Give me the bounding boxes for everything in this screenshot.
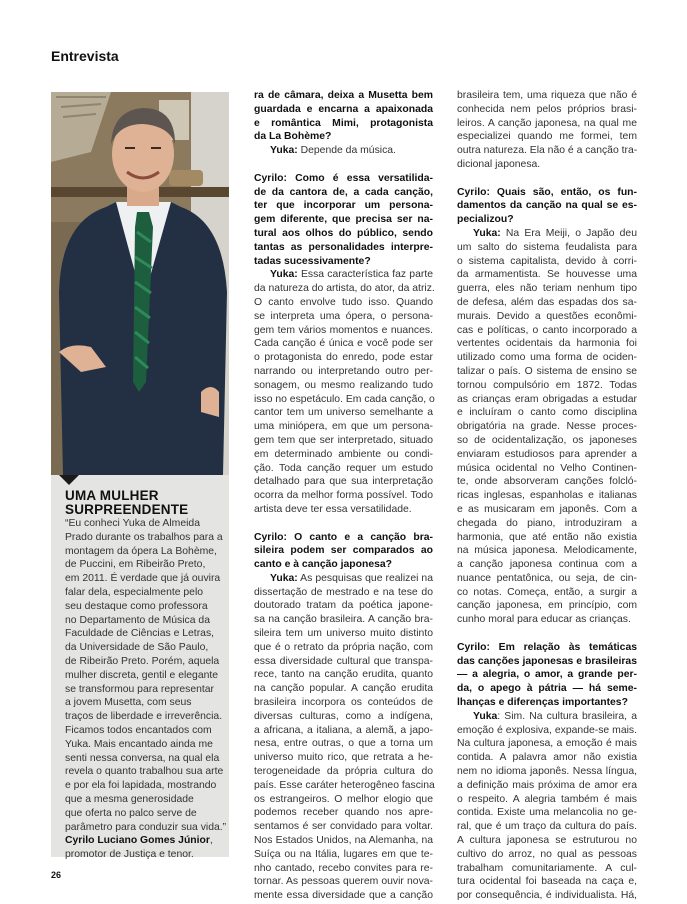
body-line: Nos Estados Unidos, na Alemanha, na <box>254 835 433 847</box>
body-line: brasileira tem, uma riqueza que não é <box>457 90 637 101</box>
body-line: ral, que é um traço da cultura do país. <box>457 821 637 833</box>
body-line: co notas. Começa, então, a surgir a <box>457 586 637 598</box>
answer-line <box>457 710 637 724</box>
body-line: obrigatória na grade. Nesse proces- <box>457 421 637 433</box>
body-line: os estrangeiros. O melhor elogio que <box>254 793 433 805</box>
sidebar-quote-line: Yuka. Mais encantado ainda me <box>65 738 213 750</box>
answer-line <box>254 144 433 158</box>
question-line: tadas sucessivamente? <box>254 255 371 267</box>
body-line: conhecida nem pelos próprios brasi- <box>457 103 637 115</box>
body-line: artista deve ter essa versatilidade. <box>254 503 412 515</box>
speaker-label: Yuka: <box>270 269 298 281</box>
body-line: O canto envolve tudo isso. Quando <box>254 296 433 308</box>
body-line: tura ocidental foi baseada na caça e, <box>457 876 637 888</box>
body-line: chegada do piano, introduziram a <box>457 517 637 529</box>
body-line: harmonia, que até então não existia <box>457 531 637 543</box>
question-line: da, o apego à pátria — há seme- <box>457 683 637 695</box>
body-line: de defesa, além das espadas dos sa- <box>457 296 637 308</box>
body-line: um salto do sistema feudalista para <box>457 241 637 253</box>
answer-text: : Sim. Na cultura brasileira, a <box>497 710 637 722</box>
body-line: A cultura japonesa se estruturou no <box>457 835 637 847</box>
body-line: música ocidental no Velho Continen- <box>457 462 637 474</box>
sidebar-quote-line: traços de liberdade e irreverência. <box>65 711 223 723</box>
sidebar-quote-line: no Departamento de Música da <box>65 614 210 626</box>
body-line: essa diversidade cultural que transpa- <box>254 655 433 667</box>
body-line: Cada canção é única e você pode ser <box>254 338 433 350</box>
sidebar-box <box>51 475 229 861</box>
speaker-label: Yuka <box>473 710 498 722</box>
body-line: rece, tanto na canção erudita, quanto <box>254 669 433 681</box>
sidebar-quote-line: Prado durante os trabalhos para a <box>65 531 223 543</box>
sidebar-quote-line: senti nessa conversa, na qual ela <box>65 752 220 764</box>
body-line: sa na canção brasileira. A canção bra- <box>254 614 433 626</box>
body-line: terogeneidade da própria cultura do <box>254 766 433 778</box>
body-line: na canção popular. A canção erudita <box>254 683 433 695</box>
sidebar-quote-line: seu destaque como professora <box>65 600 208 612</box>
question-line: — a alegria, o amor, a grande per- <box>457 669 637 681</box>
body-line: por consequência, é individualista. Há, <box>457 890 637 902</box>
body-line: e as musicaram em japonês. Com a <box>457 503 637 515</box>
sidebar-quote-line: revela o quanto trabalhou sua arte <box>65 766 224 778</box>
sidebar-quote-line: falar dela, especialmente pelo <box>65 586 204 598</box>
body-line: cultivo do arroz, no qual as pessoas <box>457 848 637 860</box>
body-line: cunho moral para educar as crianças. <box>457 614 631 626</box>
body-line: doutorado tratam da poética japone- <box>254 600 433 612</box>
notch-marker <box>59 475 79 485</box>
body-line: enviaram estudiosos para aprender a <box>457 448 637 460</box>
body-line: nesa, entre outras, o que a torna um <box>254 738 433 750</box>
body-line: te, onde absorveram canções folcló- <box>457 476 637 488</box>
body-line: da natureza do artista, do ator, da atriz. <box>254 283 435 295</box>
speaker-label: Yuka: <box>270 572 298 584</box>
body-line: detalhado para que sua interpretação <box>254 476 433 488</box>
sidebar-quote-line: de Puccini, em Ribeirão Preto, <box>65 559 206 571</box>
question-line: das canções japonesas e brasileiras <box>457 655 637 667</box>
answer-line <box>457 227 637 241</box>
sidebar-quote-line: Faculdade de Ciências e Letras, <box>65 628 215 640</box>
sidebar-signature <box>65 834 227 848</box>
signature-comma: , <box>209 835 213 847</box>
body-line: ocorra da melhor forma possível. Todo <box>254 490 433 502</box>
question-line: Cyrilo: Como é essa versatilida- <box>254 172 433 184</box>
sidebar-quote-line: de Ribeirão Preto. Porém, aquela <box>65 655 220 667</box>
section-label: Entrevista <box>51 48 119 64</box>
sidebar-quote-line: em 2011. É verdade que já ouvira <box>65 573 221 585</box>
sidebar-quote-line: se transformou para representar <box>65 683 215 695</box>
question-line: guardada e encarna a apaixonada <box>254 103 433 115</box>
body-line: dicional japonesa. <box>457 158 541 170</box>
body-line: Suíça ou na Itália, lugares em que te- <box>254 848 433 860</box>
question-line: gem diferente, que precisa ser na- <box>254 214 433 226</box>
body-line: so de ocidentalização, os japoneses <box>457 434 637 446</box>
answer-line <box>254 268 433 282</box>
signature-name: Cyrilo Luciano Gomes Júnior <box>65 835 210 847</box>
sidebar-quote <box>65 517 227 862</box>
question-line: Cyrilo: Quais são, então, os fun- <box>457 186 637 198</box>
answer-text: Essa característica faz parte <box>297 269 433 281</box>
sidebar-quote-line: Ficamos todos encantados com <box>65 724 212 736</box>
body-line: nem no idioma japonês. Nessa língua, <box>457 766 637 778</box>
body-line: o sistema capitalista, devido à corri- <box>457 255 637 267</box>
answer-text: As pesquisas que realizei na <box>297 572 433 584</box>
sidebar-quote-line: a jovem Musetta, com seus <box>65 697 192 709</box>
sidebar-title-line: SURPREENDENTE <box>65 502 189 517</box>
question-line: de da cantora de, a cada canção, <box>254 186 433 198</box>
body-line: o protagonista do enredo, pode estar <box>254 352 433 364</box>
question-line: pecializou? <box>457 214 514 226</box>
sidebar-quote-line: e por ela foi lapidada, mostrando <box>65 780 217 792</box>
body-line: emoção é explosiva, expande-se mais. <box>457 724 637 736</box>
question-line: sileira podem ser comparados ao <box>254 545 433 557</box>
body-line: a canção japonesa continua com a <box>457 559 637 571</box>
body-line: ção. Toda canção requer um estudo <box>254 462 433 474</box>
answer-text: Depende da música. <box>297 145 396 157</box>
body-line: sonagem, ou mesmo realizando tudo <box>254 379 433 391</box>
body-line: gem tem vários momentos e nuances. <box>254 324 433 336</box>
interviewer-photo <box>51 92 229 475</box>
question-line: Cyrilo: O canto e a canção bra- <box>254 531 433 543</box>
body-line: canção japonesa, em princípio, com <box>457 600 637 612</box>
signature-role: promotor de Justiça e tenor. <box>65 849 194 861</box>
body-line: outra natureza. Ela não é a canção tra- <box>457 145 638 157</box>
body-line: as crianças eram obrigadas a estudar <box>457 393 637 405</box>
body-line: nuance pentatônica, ou seja, de cin- <box>457 572 637 584</box>
body-line: se interpreta uma ópera, o persona- <box>254 310 433 322</box>
question-line: da La Bohème? <box>254 131 332 143</box>
body-line: sileira tem um universo muito distinto <box>254 628 433 640</box>
body-line: na música japonesa. Melodicamente, <box>457 545 637 557</box>
paragraph-gap <box>457 627 637 641</box>
body-line: dissertação de mestrado e na tese do <box>254 586 433 598</box>
paragraph-gap <box>457 172 637 186</box>
article-column-2 <box>457 89 637 903</box>
body-line: o respeito. A alegria também é mais <box>457 793 637 805</box>
question-line: lhanças e diferenças importantes? <box>457 697 628 709</box>
question-line: damentos da canção na qual se es- <box>457 200 637 212</box>
speaker-label: Yuka: <box>473 227 501 239</box>
body-line: gem tem que ser interpretado, situado <box>254 434 433 446</box>
question-line: Cyrilo: Em relação às temáticas <box>457 641 637 653</box>
article-column-1 <box>254 89 433 903</box>
body-line: tornar. As pessoas querem ouvir nova- <box>254 876 433 888</box>
body-line: mente essa diversidade que a canção <box>254 890 433 902</box>
sidebar-quote-line: que oferta no palco serve de <box>65 807 197 819</box>
body-line: narrando ou interpretando outro per- <box>254 365 433 377</box>
body-line: cas e políticas, o canto incorporado a <box>457 324 637 336</box>
paragraph-gap <box>254 517 433 531</box>
sidebar-title-line: UMA MULHER <box>65 488 159 503</box>
sidebar-quote-line: da Universidade de São Paulo, <box>65 642 209 654</box>
sidebar-quote-line: montagem da ópera La Bohème, <box>65 545 217 557</box>
body-line: podemos receber quando nos apre- <box>254 807 433 819</box>
body-line: isso no espetáculo. Em cada canção, o <box>254 393 435 405</box>
question-line: tural aos olhos do público, sendo <box>254 227 433 239</box>
sidebar-title <box>65 489 225 517</box>
body-line: especializei quando me formei, tem <box>457 131 637 143</box>
body-line: contida. Existe uma melancolia no ge- <box>457 807 637 819</box>
page-number: 26 <box>51 870 62 880</box>
question-line: canto e à canção japonesa? <box>254 559 393 571</box>
body-line: que é o retrato da própria nação, com <box>254 641 433 653</box>
paragraph-gap <box>254 158 433 172</box>
body-line: em determinado ambiente ou condi- <box>254 448 433 460</box>
question-line: e romântica Mimi, protagonista <box>254 117 433 129</box>
sidebar-quote-line: que a mesma generosidade <box>65 793 194 805</box>
body-line: cantor tem um universo semelhante a <box>254 407 433 419</box>
body-line: trabalham comunitariamente. A cul- <box>457 862 637 874</box>
answer-line <box>254 572 433 586</box>
question-line: ter que incorporar um persona- <box>254 200 433 212</box>
body-line: ricas inglesas, espanholas e italianas <box>457 490 637 502</box>
body-line: Na cultura japonesa, a emoção é mais <box>457 738 637 750</box>
body-line: talizar o país. O sistema de ensino se <box>457 365 637 377</box>
body-line: da armamentista. Se houvesse uma <box>457 269 637 281</box>
speaker-label: Yuka: <box>270 145 298 157</box>
body-line: uma miniópera, em que um persona- <box>254 421 433 433</box>
body-line: diversas culturas, como a indígena, <box>254 710 433 722</box>
body-line: vertentes ocidentais da harmonia foi <box>457 338 637 350</box>
body-line: contida. A palavra amor não existia <box>457 752 637 764</box>
body-line: leiros. A canção japonesa, na qual me <box>457 117 637 129</box>
answer-text: Na Era Meiji, o Japão deu <box>500 227 637 239</box>
body-line: brasileira incorpora os conteúdos de <box>254 697 433 709</box>
sidebar-quote-line: parâmetro para conduzir sua vida.” <box>65 821 227 833</box>
body-line: a definição mais próxima de amor era <box>457 779 637 791</box>
body-line: país. Esse caráter heterogêneo fascina <box>254 779 435 791</box>
body-line: sentamos é ser convidado para voltar. <box>254 821 433 833</box>
sidebar-quote-line: mulher discreta, gentil e elegante <box>65 669 219 681</box>
body-line: guerra, eles não teriam nenhum tipo <box>457 283 637 295</box>
question-line: ra de câmara, deixa a Musetta bem <box>254 90 433 101</box>
body-line: murais. Devido a questões econômi- <box>457 310 637 322</box>
body-line: tornou compulsório em 1872. Todas <box>457 379 637 391</box>
body-line: a africana, a italiana, a alemã, a japo- <box>254 724 433 736</box>
body-line: nho cantado, recebo convites para re- <box>254 862 433 874</box>
body-line: e incluíram o canto como disciplina <box>457 407 637 419</box>
question-line: tantas as personalidades interpre- <box>254 241 433 253</box>
body-line: utilizado como uma forma de ociden- <box>457 352 637 364</box>
body-line: universo muito rico, que retrata a he- <box>254 752 433 764</box>
sidebar-quote-line: “Eu conheci Yuka de Almeida <box>65 518 200 529</box>
